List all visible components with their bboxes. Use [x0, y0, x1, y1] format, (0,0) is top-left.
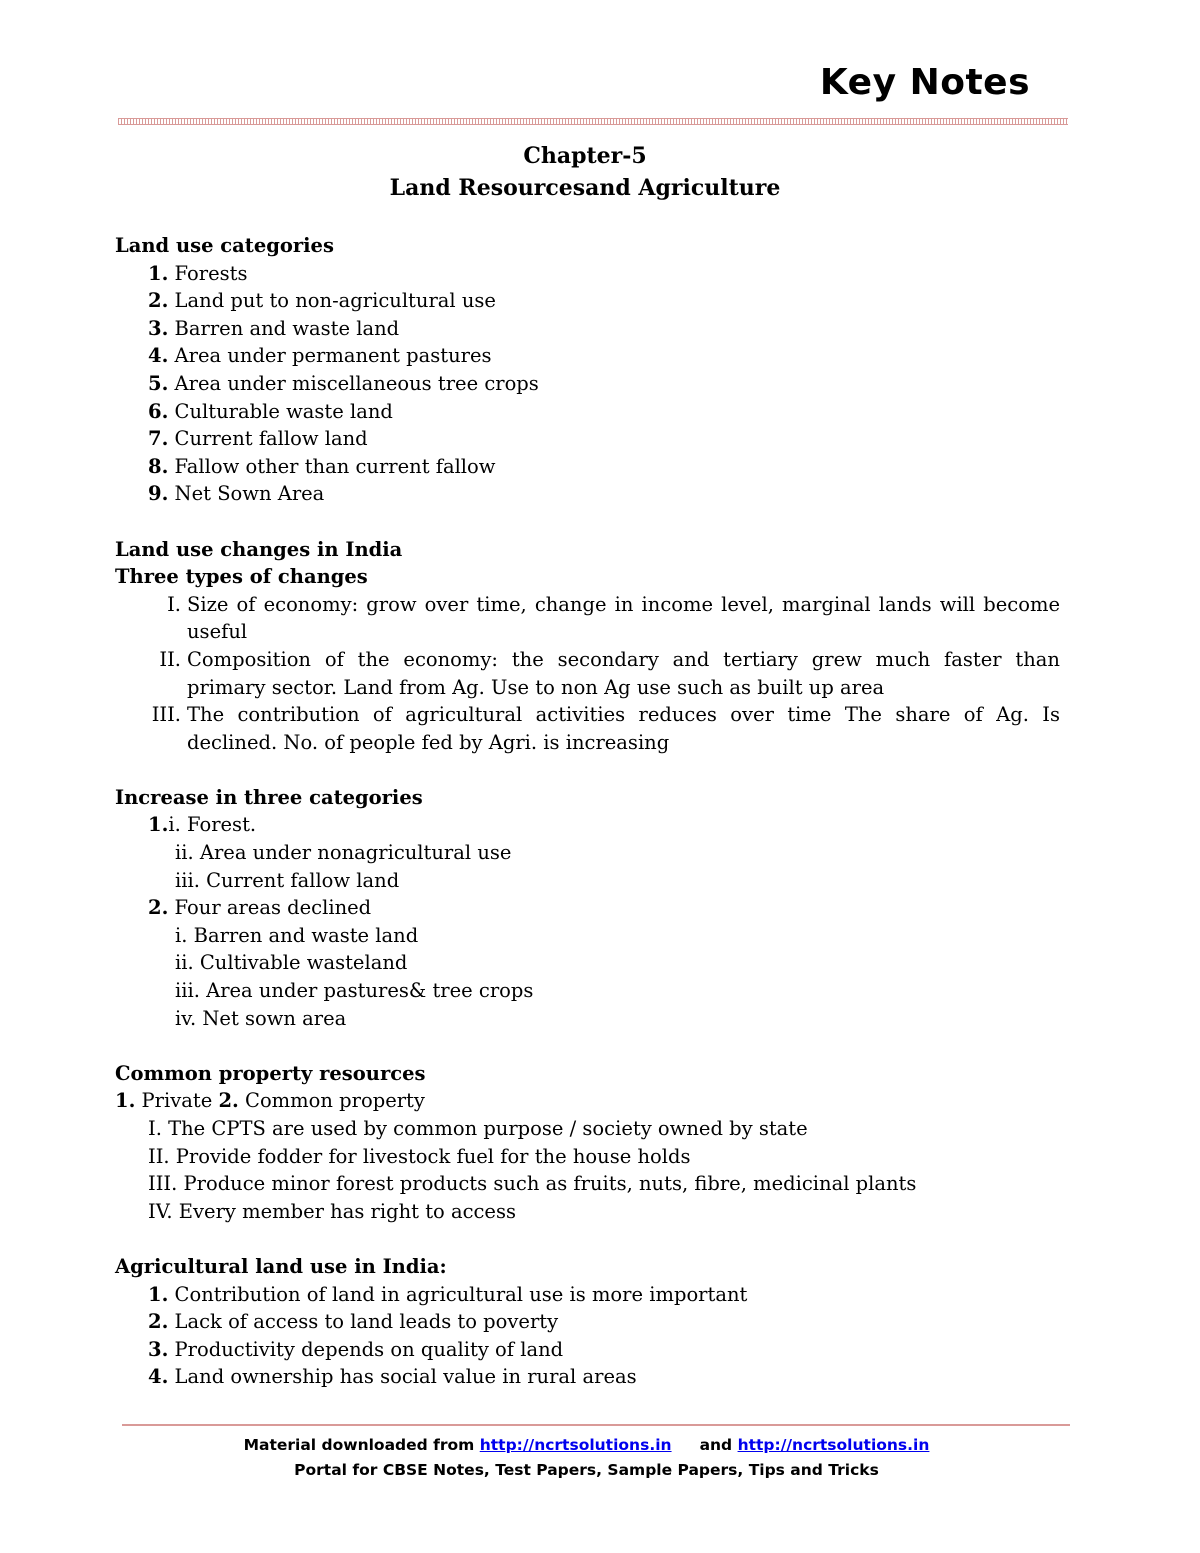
- list-item: II. Composition of the economy: the secondary and tertiary grew much faster than primary sector. Land from Ag. Use to non Ag use such as built up area: [159, 647, 1060, 699]
- list-item: 3. Barren and waste land: [148, 316, 400, 340]
- section-heading: Increase in three categories: [115, 785, 423, 809]
- section-heading: Agricultural land use in India:: [115, 1254, 447, 1278]
- footer-divider: [122, 1424, 1070, 1426]
- list-item: 4. Area under permanent pastures: [148, 344, 492, 368]
- section-subheading: Three types of changes: [115, 565, 368, 589]
- list-item: I. Size of economy: grow over time, change in income level, marginal lands will become useful: [167, 592, 1060, 644]
- list-item: iii. Area under pastures& tree crops: [175, 979, 534, 1003]
- list-item: i. Barren and waste land: [175, 923, 419, 947]
- list-item: 1. Contribution of land in agricultural use is more important: [148, 1282, 748, 1306]
- list-item: 7. Current fallow land: [148, 427, 368, 451]
- notes-content: [115, 232, 1060, 1391]
- list-item: ii. Cultivable wasteland: [175, 951, 408, 975]
- list-item: 5. Area under miscellaneous tree crops: [148, 371, 539, 395]
- list-item: 9. Net Sown Area: [148, 482, 325, 506]
- list-item: 6. Culturable waste land: [148, 399, 393, 423]
- property-types: 1. Private 2. Common property: [115, 1089, 425, 1113]
- list-item: IV. Every member has right to access: [148, 1199, 516, 1223]
- list-item: iv. Net sown area: [175, 1006, 347, 1030]
- list-item: 2. Land put to non-agricultural use: [148, 289, 496, 313]
- section-heading: Land use changes in India: [115, 537, 403, 561]
- list-item: 8. Fallow other than current fallow: [148, 454, 496, 478]
- list-item: ii. Area under nonagricultural use: [175, 841, 512, 865]
- header-divider: [118, 118, 1068, 125]
- list-item: iii. Current fallow land: [175, 868, 400, 892]
- chapter-number: Chapter-5: [523, 143, 647, 169]
- list-item: 2. Four areas declined: [148, 896, 372, 920]
- list-item: 4. Land ownership has social value in rural areas: [148, 1365, 637, 1389]
- list-item: III. The contribution of agricultural activities reduces over time The share of Ag. Is declined. No. of people fed by Agri. is increasing: [151, 703, 1060, 754]
- list-item: 2. Lack of access to land leads to poverty: [148, 1310, 559, 1334]
- header-title: Key Notes: [819, 62, 1030, 103]
- list-item: II. Provide fodder for livestock fuel for the house holds: [148, 1144, 691, 1168]
- land-use-list: [115, 260, 1060, 508]
- section-heading: Land use categories: [115, 234, 334, 257]
- footer-line-1: Material downloaded from http://ncrtsolutions.in and http://ncrtsolutions.in: [243, 1436, 930, 1454]
- chapter-title: Land Resourcesand Agriculture: [389, 175, 781, 201]
- footer-line-2: Portal for CBSE Notes, Test Papers, Sample Papers, Tips and Tricks: [294, 1461, 879, 1479]
- footer-link-2[interactable]: http://ncrtsolutions.in: [737, 1436, 930, 1454]
- list-item: 3. Productivity depends on quality of land: [148, 1337, 564, 1361]
- list-item: III. Produce minor forest products such as fruits, nuts, fibre, medicinal plants: [148, 1172, 917, 1196]
- list-item: I. The CPTS are used by common purpose / society owned by state: [148, 1117, 808, 1140]
- section-heading: Common property resources: [115, 1061, 426, 1085]
- list-item: 1.i. Forest.: [148, 813, 257, 837]
- list-item: 1. Forests: [148, 261, 248, 285]
- footer-link-1[interactable]: http://ncrtsolutions.in: [479, 1436, 672, 1454]
